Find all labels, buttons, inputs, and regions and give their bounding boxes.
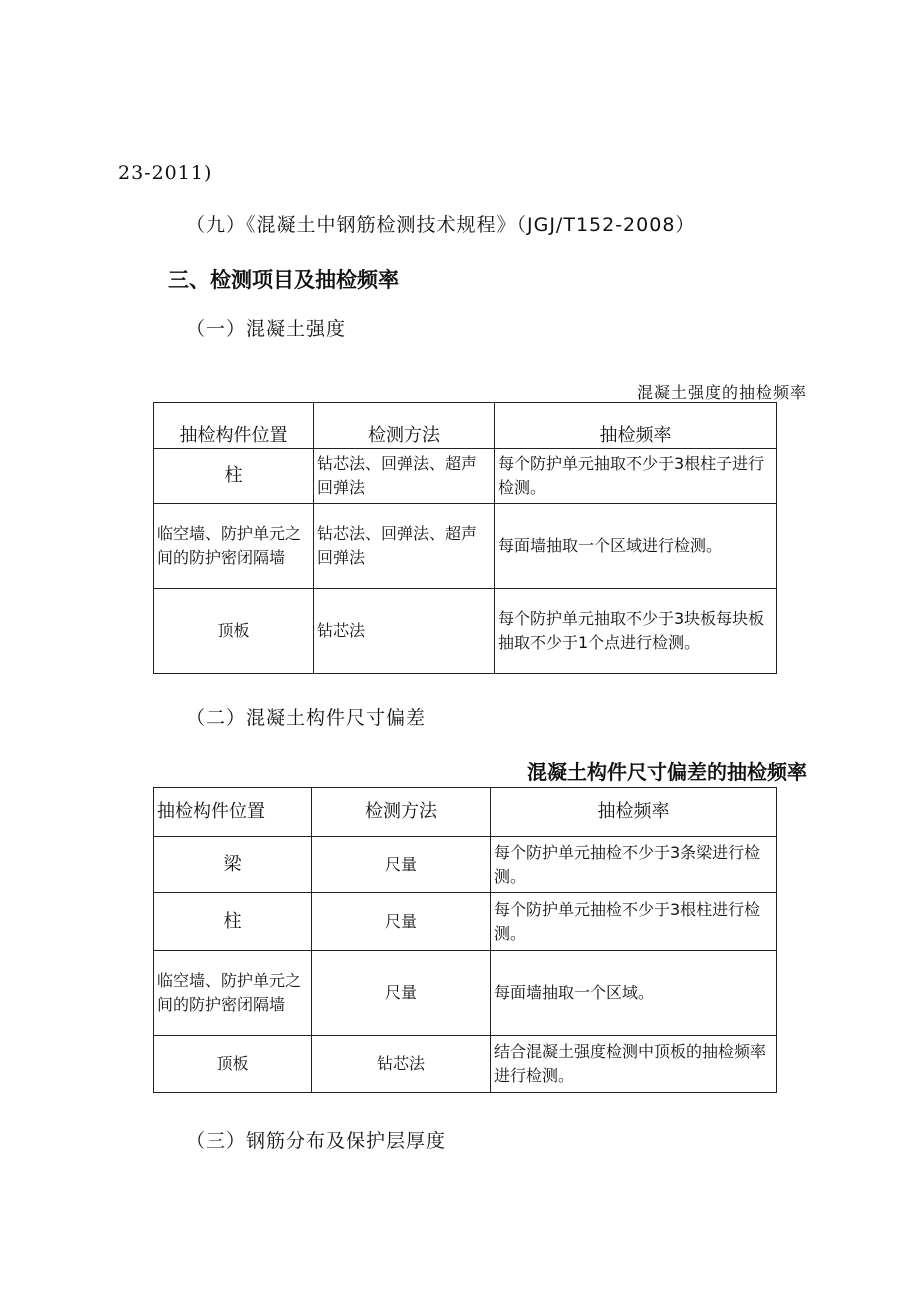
table-row bbox=[154, 589, 777, 674]
table-row bbox=[154, 449, 777, 504]
table-cell: 钻芯法 bbox=[314, 589, 495, 674]
table-dimension-deviation bbox=[153, 787, 777, 1093]
table-row bbox=[154, 951, 777, 1036]
table-concrete-strength bbox=[153, 402, 777, 674]
table-row bbox=[154, 893, 777, 951]
subheading-concrete-strength: （一）混凝土强度 bbox=[186, 318, 347, 340]
table-header-row bbox=[154, 788, 777, 837]
table-cell: 每个防护单元抽取不少于3根柱子进行检测。 bbox=[495, 449, 777, 504]
table-cell: 柱 bbox=[154, 893, 312, 951]
header-cell: 抽检频率 bbox=[495, 403, 777, 449]
table-cell: 尺量 bbox=[312, 893, 491, 951]
table-cell: 顶板 bbox=[154, 589, 314, 674]
table-cell: 结合混凝土强度检测中顶板的抽检频率进行检测。 bbox=[491, 1036, 777, 1093]
table-cell: 每面墙抽取一个区域进行检测。 bbox=[495, 504, 777, 589]
table1-caption: 混凝土强度的抽检频率 bbox=[636, 383, 807, 402]
table-cell: 每面墙抽取一个区域。 bbox=[491, 951, 777, 1036]
table-row bbox=[154, 837, 777, 893]
table-cell: 梁 bbox=[154, 837, 312, 893]
table-header-row bbox=[154, 403, 777, 449]
header-cell: 检测方法 bbox=[312, 788, 491, 837]
subheading-rebar-distribution: （三）钢筋分布及保护层厚度 bbox=[186, 1130, 447, 1152]
header-cell: 抽检频率 bbox=[491, 788, 777, 837]
table-cell: 尺量 bbox=[312, 837, 491, 893]
table-cell: 每个防护单元抽检不少于3条梁进行检测。 bbox=[491, 837, 777, 893]
table-row bbox=[154, 504, 777, 589]
table-cell: 临空墙、防护单元之间的防护密闭隔墙 bbox=[154, 504, 314, 589]
table2-caption: 混凝土构件尺寸偏差的抽检频率 bbox=[527, 760, 807, 784]
table-cell: 尺量 bbox=[312, 951, 491, 1036]
header-cell: 抽检构件位置 bbox=[154, 403, 314, 449]
table-row bbox=[154, 1036, 777, 1093]
header-cell: 抽检构件位置 bbox=[154, 788, 312, 837]
table-cell: 临空墙、防护单元之间的防护密闭隔墙 bbox=[154, 951, 312, 1036]
subheading-dimension-deviation: （二）混凝土构件尺寸偏差 bbox=[186, 707, 427, 729]
continued-reference-line: 23-2011) bbox=[118, 162, 213, 184]
table-cell: 柱 bbox=[154, 449, 314, 504]
header-cell: 检测方法 bbox=[314, 403, 495, 449]
reference-item-9: （九）《混凝土中钢筋检测技术规程》（JGJ/T152-2008） bbox=[186, 214, 696, 236]
table-cell: 每个防护单元抽检不少于3根柱进行检测。 bbox=[491, 893, 777, 951]
table-cell: 每个防护单元抽取不少于3块板每块板抽取不少于1个点进行检测。 bbox=[495, 589, 777, 674]
table-cell: 钻芯法、回弹法、超声回弹法 bbox=[314, 449, 495, 504]
section-heading-3: 三、检测项目及抽检频率 bbox=[168, 268, 399, 292]
table-cell: 顶板 bbox=[154, 1036, 312, 1093]
table-cell: 钻芯法、回弹法、超声回弹法 bbox=[314, 504, 495, 589]
table-cell: 钻芯法 bbox=[312, 1036, 491, 1093]
